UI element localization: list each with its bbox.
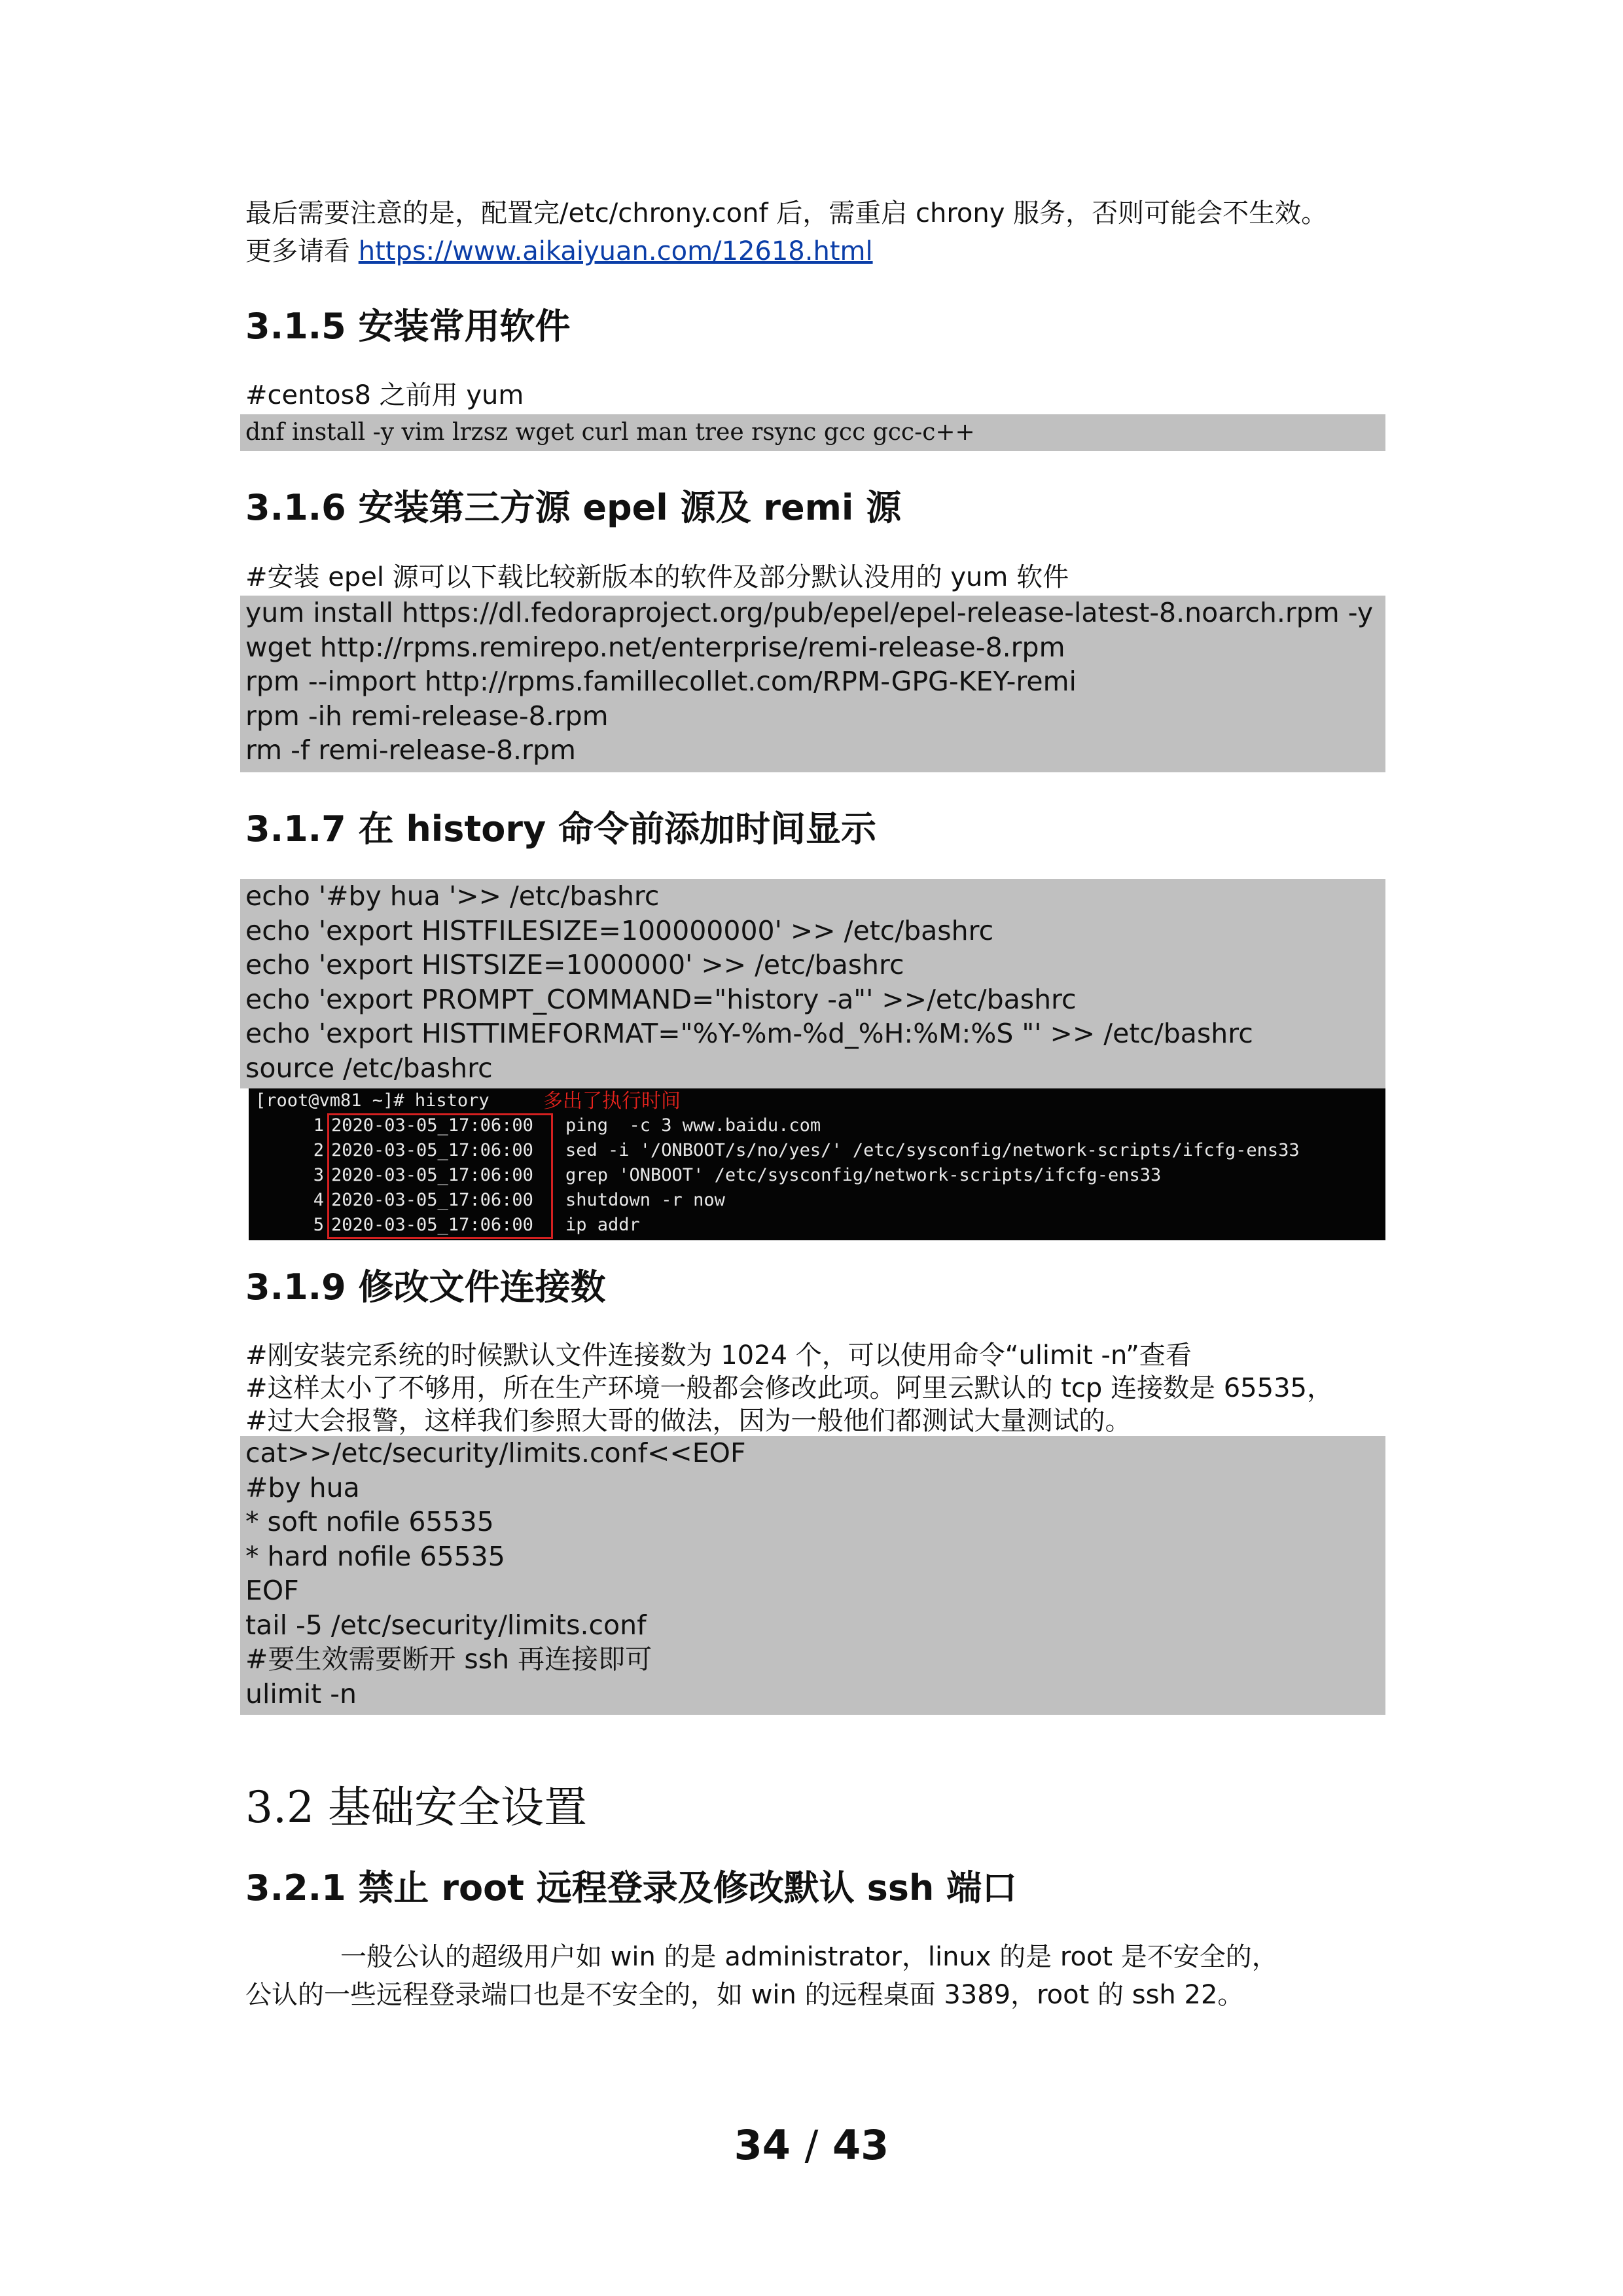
code-line: rpm --import http://rpms.famillecollet.com/RPM-GPG-KEY-remi — [245, 666, 1077, 697]
history-command: ip addr — [565, 1215, 640, 1235]
history-timestamp: 2020-03-05_17:06:00 — [331, 1115, 533, 1136]
history-command: shutdown -r now — [565, 1190, 725, 1210]
history-command: ping -c 3 www.baidu.com — [565, 1115, 821, 1136]
s316-code-block — [240, 596, 1385, 772]
history-command: grep 'ONBOOT' /etc/sysconfig/network-scripts/ifcfg-ens33 — [565, 1165, 1162, 1185]
code-line: source /etc/bashrc — [245, 1052, 493, 1084]
heading-3-1-9: 3.1.9 修改文件连接数 — [245, 1266, 606, 1308]
timestamp-highlight-box — [327, 1113, 553, 1239]
history-command: sed -i '/ONBOOT/s/no/yes/' /etc/sysconfig/network-scripts/ifcfg-ens33 — [565, 1140, 1300, 1160]
page-separator: / — [804, 2121, 819, 2169]
s319-code-block — [240, 1436, 1385, 1715]
intro-line-1: 最后需要注意的是，配置完/etc/chrony.conf 后，需重启 chrony 服务，否则可能会不生效。 — [245, 198, 1328, 228]
s316-comment: #安装 epel 源可以下载比较新版本的软件及部分默认没用的 yum 软件 — [245, 562, 1069, 592]
history-number: 1 — [313, 1115, 324, 1136]
history-number: 4 — [313, 1190, 324, 1210]
code-line: wget http://rpms.remirepo.net/enterprise/remi-release-8.rpm — [245, 631, 1065, 663]
code-line: echo 'export PROMPT_COMMAND="history -a"' >>/etc/bashrc — [245, 983, 1077, 1015]
code-line: tail -5 /etc/security/limits.conf — [245, 1609, 647, 1641]
heading-3-1-6: 3.1.6 安装第三方源 epel 源及 remi 源 — [245, 487, 902, 528]
heading-3-1-5: 3.1.5 安装常用软件 — [245, 306, 571, 347]
history-number: 5 — [313, 1215, 324, 1235]
history-timestamp: 2020-03-05_17:06:00 — [331, 1165, 533, 1185]
code-line: rm -f remi-release-8.rpm — [245, 734, 576, 766]
current-page: 34 — [734, 2121, 791, 2169]
code-line: echo 'export HISTFILESIZE=100000000' >> /etc/bashrc — [245, 914, 994, 946]
history-timestamp: 2020-03-05_17:06:00 — [331, 1190, 533, 1210]
history-timestamp: 2020-03-05_17:06:00 — [331, 1215, 533, 1235]
page-number — [0, 2119, 1623, 2172]
s319-comment-1: #刚安装完系统的时候默认文件连接数为 1024 个，可以使用命令“ulimit -n”查看 — [245, 1340, 1192, 1371]
s315-comment: #centos8 之前用 yum — [245, 380, 524, 410]
code-line: cat>>/etc/security/limits.conf<<EOF — [245, 1437, 746, 1469]
history-number: 2 — [313, 1140, 324, 1160]
code-line: #要生效需要断开 ssh 再连接即可 — [245, 1643, 652, 1675]
s315-code-block — [240, 414, 1385, 451]
code-line: dnf install -y vim lrzsz wget curl man tree rsync gcc gcc-c++ — [245, 419, 975, 446]
history-terminal-screenshot — [249, 1088, 1385, 1240]
heading-3-2: 3.2 基础安全设置 — [245, 1782, 587, 1833]
code-line: ulimit -n — [245, 1677, 357, 1710]
reference-link[interactable]: https://www.aikaiyuan.com/12618.html — [358, 236, 873, 266]
heading-3-2-1: 3.2.1 禁止 root 远程登录及修改默认 ssh 端口 — [245, 1867, 1018, 1909]
terminal-annotation: 多出了执行时间 — [543, 1090, 681, 1113]
code-line: echo 'export HISTSIZE=1000000' >> /etc/bashrc — [245, 949, 904, 980]
terminal-prompt: [root@vm81 ~]# history — [255, 1090, 490, 1111]
heading-3-1-7: 3.1.7 在 history 命令前添加时间显示 — [245, 808, 876, 850]
s319-comment-2: #这样太小了不够用，所在生产环境一般都会修改此项。阿里云默认的 tcp 连接数是 65535， — [245, 1373, 1333, 1403]
code-line: rpm -ih remi-release-8.rpm — [245, 700, 609, 732]
code-line: * hard nofile 65535 — [245, 1540, 505, 1572]
intro-line-2 — [245, 232, 873, 270]
code-line: * soft nofile 65535 — [245, 1506, 494, 1537]
s321-paragraph-line-1: 一般公认的超级用户如 win 的是 administrator，linux 的是 root 是不安全的， — [340, 1942, 1278, 1972]
s321-paragraph-line-2: 公认的一些远程登录端口也是不安全的，如 win 的远程桌面 3389，root 的 ssh 22。 — [245, 1980, 1244, 2010]
s317-code-block — [240, 879, 1385, 1088]
total-pages: 43 — [832, 2121, 889, 2169]
history-timestamp: 2020-03-05_17:06:00 — [331, 1140, 533, 1160]
code-line: yum install https://dl.fedoraproject.org/pub/epel/epel-release-latest-8.noarch.rpm -y — [245, 597, 1374, 628]
intro-prefix: 更多请看 — [245, 236, 359, 266]
code-line: #by hua — [245, 1471, 360, 1503]
history-number: 3 — [313, 1165, 324, 1185]
s319-comment-3: #过大会报警，这样我们参照大哥的做法，因为一般他们都测试大量测试的。 — [245, 1406, 1132, 1436]
code-line: echo '#by hua '>> /etc/bashrc — [245, 880, 660, 912]
code-line: echo 'export HISTTIMEFORMAT="%Y-%m-%d_%H:%M:%S "' >> /etc/bashrc — [245, 1018, 1253, 1049]
code-line: EOF — [245, 1575, 299, 1606]
